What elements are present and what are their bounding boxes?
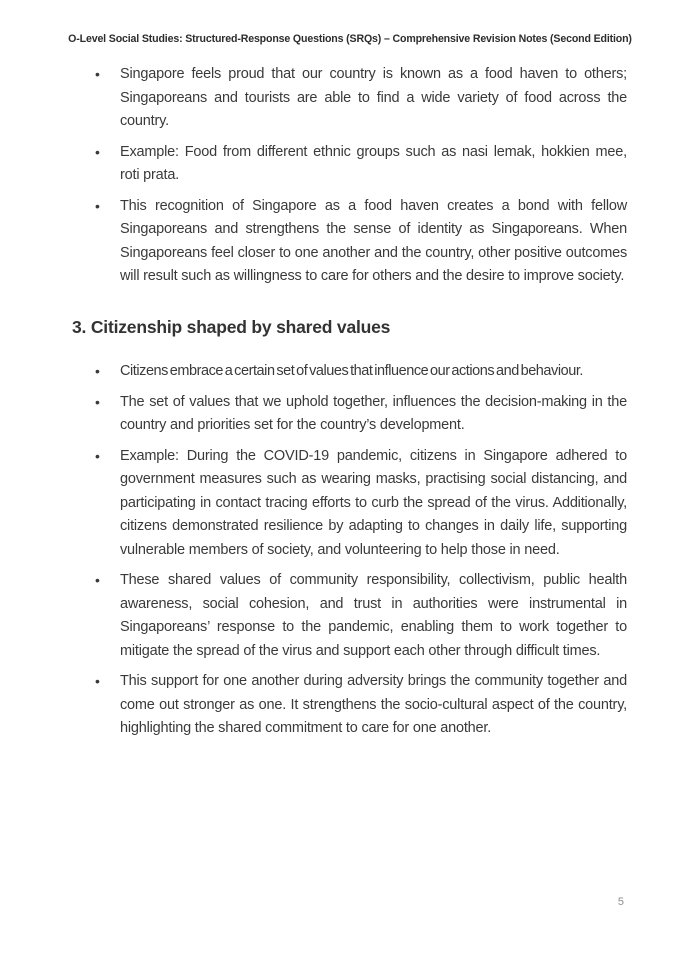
bullet-icon bbox=[95, 445, 100, 470]
bullet-icon bbox=[95, 391, 100, 416]
bullet-item bbox=[72, 445, 627, 563]
intro-bullet-list bbox=[72, 63, 627, 289]
bullet-text: These shared values of community responsibility, collectivism, public health awareness, social cohesion, and trust in authorities were instrumental in Singaporeans’ response to the pandemic, enabling them to work together to mitigate the spread of the virus and support each other through difficult times. bbox=[120, 572, 627, 659]
bullet-text: The set of values that we uphold together, influences the decision-making in the country and priorities set for the country’s development. bbox=[120, 393, 627, 433]
bullet-icon bbox=[95, 569, 100, 594]
bullet-item bbox=[72, 391, 627, 438]
page-content bbox=[72, 63, 627, 748]
bullet-icon bbox=[95, 63, 100, 88]
bullet-text: This recognition of Singapore as a food haven creates a bond with fellow Singaporeans and strengthens the sense of identity as Singaporeans. When Singaporeans feel closer to one another and the country, other positive outcomes will result such as willingness to care for others and the desire to improve society. bbox=[120, 197, 627, 284]
page-number: 5 bbox=[617, 896, 624, 908]
bullet-icon bbox=[95, 141, 100, 166]
bullet-text: Singapore feels proud that our country is known as a food haven to others; Singaporeans and tourists are able to find a wide variety of food across the country. bbox=[120, 66, 627, 129]
bullet-icon bbox=[95, 360, 99, 385]
page-header: O-Level Social Studies: Structured-Response Questions (SRQs) – Comprehensive Revision Notes (Second Edition) bbox=[68, 33, 632, 45]
section-bullet-list bbox=[72, 360, 627, 741]
bullet-text: Example: During the COVID-19 pandemic, citizens in Singapore adhered to government measures such as wearing masks, practising social distancing, and participating in contact tracing efforts to curb the spread of the virus. Additionally, citizens demonstrated resilience by adapting to changes in daily life, supporting vulnerable members of society, and volunteering to help those in need. bbox=[120, 447, 627, 558]
bullet-item bbox=[72, 63, 627, 134]
bullet-item bbox=[72, 360, 627, 384]
bullet-item bbox=[72, 195, 627, 289]
bullet-text: Citizens embrace a certain set of values that influence our actions and behaviour. bbox=[120, 363, 583, 379]
bullet-icon bbox=[95, 195, 100, 220]
bullet-item bbox=[72, 141, 627, 188]
bullet-icon bbox=[95, 670, 100, 695]
bullet-item bbox=[72, 670, 627, 741]
bullet-item bbox=[72, 569, 627, 663]
section-heading: 3. Citizenship shaped by shared values bbox=[72, 316, 391, 337]
bullet-text: Example: Food from different ethnic groups such as nasi lemak, hokkien mee, roti prata. bbox=[120, 143, 627, 183]
bullet-text: This support for one another during adversity brings the community together and come out stronger as one. It strengthens the socio-cultural aspect of the country, highlighting the shared commitment to care for one another. bbox=[120, 673, 627, 736]
